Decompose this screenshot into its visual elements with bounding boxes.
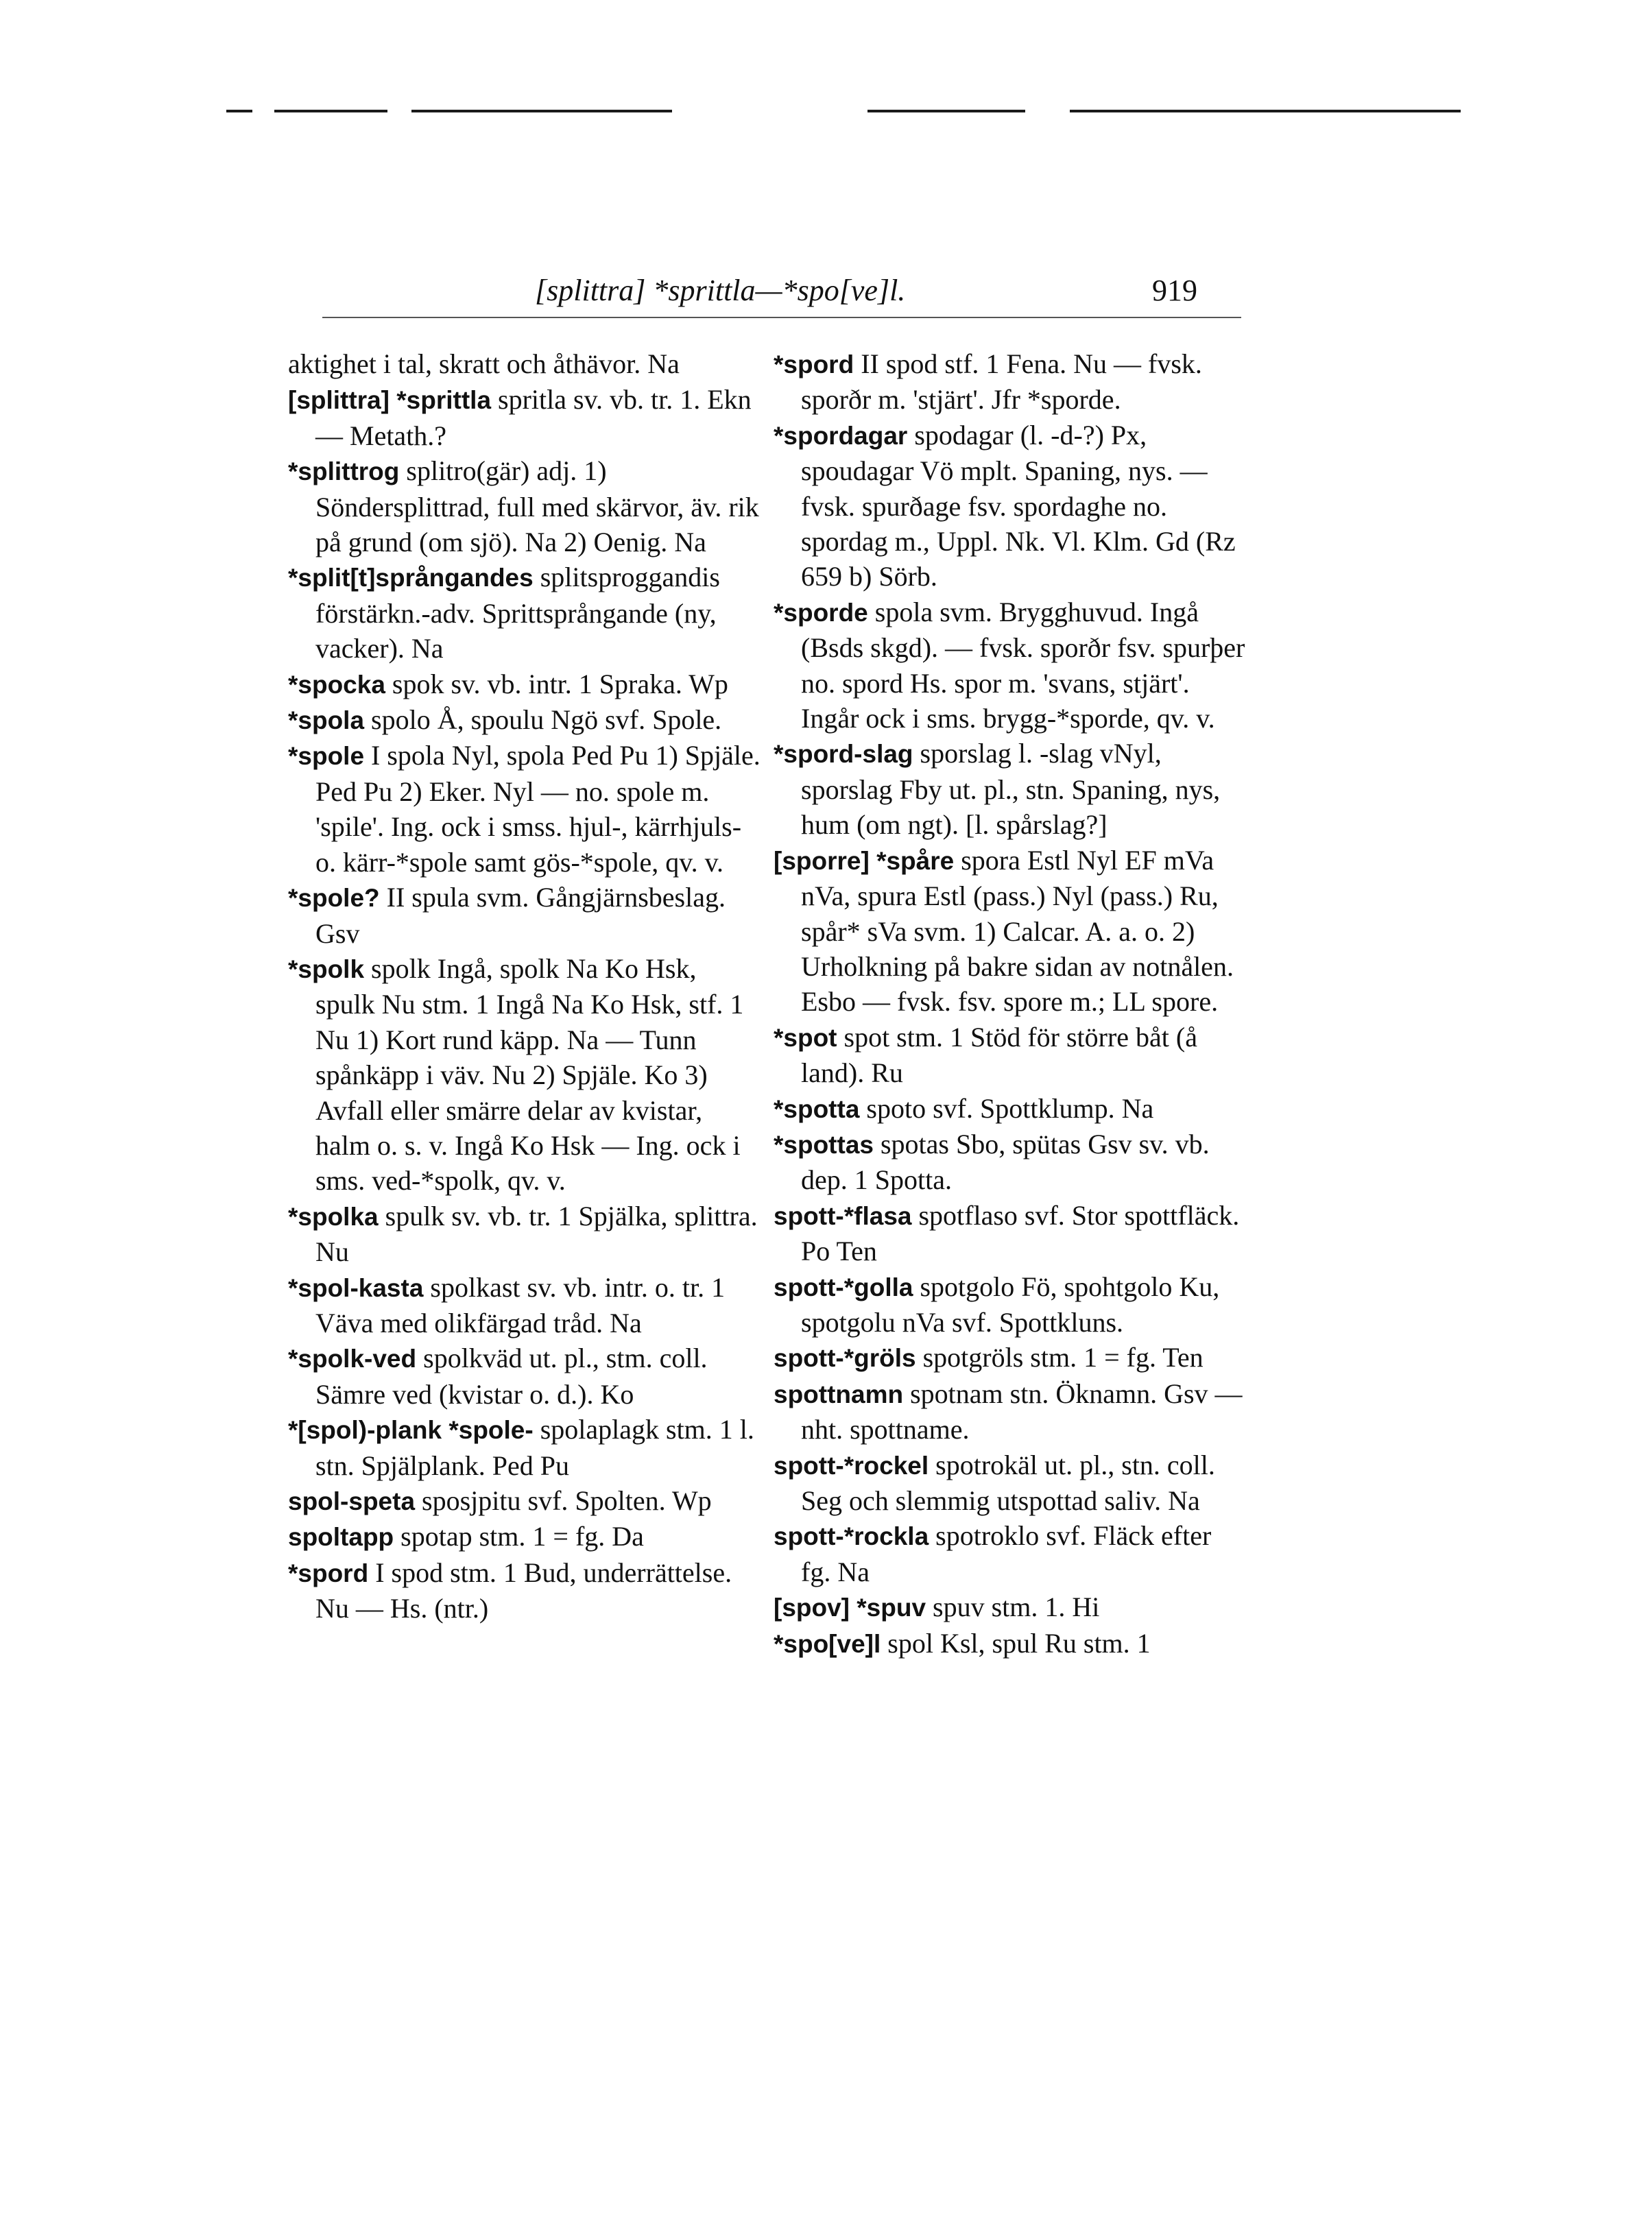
entry-definition: spolk Ingå, spolk Na Ko Hsk, spulk Nu stm. 1 Ingå Na Ko Hsk, stf. 1 Nu 1) Kort rund käpp. Na — Tunn spånkäpp i väv. Nu 2) Spjäle. Ko 3) Avfall eller smärre delar av kvistar, halm o. s. v. Ingå Ko Hsk — Ing. ock i sms. ved-*spolk, qv. v. <box>315 952 744 1197</box>
entry-headword: [splittra] *sprittla <box>288 386 492 415</box>
entry-definition: spulk sv. vb. tr. 1 Spjälka, splittra. Nu <box>315 1200 758 1268</box>
entry-headword: *spord <box>774 350 854 378</box>
entry-headword: *spot <box>774 1023 837 1052</box>
entry-headword: *[spol)-plank *spole- <box>288 1416 534 1445</box>
entry-headword: spott-*gröls <box>774 1344 916 1373</box>
entry-definition: spuv stm. 1. Hi <box>926 1591 1100 1623</box>
dictionary-entry <box>288 702 761 738</box>
dictionary-entry <box>774 1589 1247 1625</box>
dictionary-entry <box>288 738 761 880</box>
entry-definition: spolkväd ut. pl., stm. coll. Sämre ved (kvistar o. d.). Ko <box>315 1343 708 1410</box>
dictionary-entry <box>774 346 1247 418</box>
dictionary-entry <box>774 1269 1247 1341</box>
entry-headword: *splittrog <box>288 457 400 486</box>
dictionary-entry <box>774 594 1247 736</box>
entry-headword: [sporre] *spåre <box>774 846 955 875</box>
right-column <box>774 346 1247 1661</box>
scan-border-line <box>226 110 252 112</box>
entry-definition: sporslag l. -slag vNyl, sporslag Fby ut. pl., stn. Spaning, nys, hum (om ngt). [l. spårslag?] <box>801 738 1221 841</box>
dictionary-entry <box>288 1519 761 1554</box>
entry-definition: spora Estl Nyl EF mVa nVa, spura Estl (pass.) Nyl (pass.) Ru, spår* sVa svm. 1) Calcar. A. a. o. 2) Urholkning på bakre sidan av notnålen. Esbo — fvsk. fsv. spore m.; LL spore. <box>801 844 1234 1018</box>
entry-definition: spoto svf. Spottklump. Na <box>859 1092 1154 1124</box>
entry-definition: I spod stm. 1 Bud, underrättelse. Nu — Hs. (ntr.) <box>315 1557 732 1624</box>
dictionary-entry <box>288 382 761 453</box>
entry-definition: spolo Å, spoulu Ngö svf. Spole. <box>364 704 722 736</box>
entry-headword: spott-*rockla <box>774 1522 929 1551</box>
dictionary-entry <box>288 1412 761 1483</box>
page-header-title: [splittra] *sprittla—*spo[ve]l. <box>535 274 906 307</box>
left-column <box>288 346 761 1626</box>
entry-definition: spolkast sv. vb. intr. o. tr. 1 Väva med olikfärgad tråd. Na <box>315 1271 726 1338</box>
dictionary-entry <box>774 1091 1247 1127</box>
entry-headword: spott-*rockel <box>774 1451 929 1480</box>
entry-definition: splitro(gär) adj. 1) Söndersplittrad, full med skärvor, äv. rik på grund (om sjö). Na 2) Oenig. Na <box>315 455 759 558</box>
dictionary-entry <box>774 1127 1247 1198</box>
entry-definition: spol Ksl, spul Ru stm. 1 <box>881 1627 1151 1659</box>
dictionary-entry <box>774 1020 1247 1091</box>
entry-definition: sposjpitu svf. Spolten. Wp <box>415 1485 712 1516</box>
entry-headword: spol-speta <box>288 1487 416 1515</box>
scan-border-line <box>411 110 672 112</box>
scan-border-line <box>867 110 1025 112</box>
entry-headword: *sporde <box>774 598 868 627</box>
entry-headword: *spocka <box>288 670 385 699</box>
entry-definition: spotnam stn. Öknamn. Gsv — nht. spottname. <box>801 1378 1243 1445</box>
entry-headword: *spordagar <box>774 421 908 450</box>
entry-definition: II spula svm. Gångjärnsbeslag. Gsv <box>315 882 726 949</box>
dictionary-entry <box>288 1199 761 1270</box>
entry-headword: *spotta <box>774 1094 860 1123</box>
dictionary-entry <box>774 1198 1247 1269</box>
entry-definition: I spola Nyl, spola Ped Pu 1) Spjäle. Ped Pu 2) Eker. Nyl — no. spole m. 'spile'. Ing. ock i smss. hjul-, kärrhjuls- o. kärr-*spole samt gös-*spole, qv. v. <box>315 740 761 878</box>
entry-headword: [spov] *spuv <box>774 1594 926 1622</box>
header-divider <box>322 317 1241 318</box>
entry-definition: spotrokäl ut. pl., stn. coll. Seg och slemmig utspottad saliv. Na <box>801 1449 1215 1516</box>
entry-headword: spoltapp <box>288 1523 394 1552</box>
dictionary-entry <box>774 843 1247 1020</box>
dictionary-entry <box>288 1483 761 1519</box>
entry-headword: *spola <box>288 706 365 735</box>
entry-headword: spott-*golla <box>774 1273 913 1301</box>
dictionary-entry <box>774 1340 1247 1375</box>
entry-definition: spolaplagk stm. 1 l. stn. Spjälplank. Ped Pu <box>315 1414 754 1481</box>
entry-headword: spottnamn <box>774 1380 904 1408</box>
dictionary-entry <box>288 560 761 666</box>
scan-border-line <box>1070 110 1461 112</box>
entry-definition: spotap stm. 1 = fg. Da <box>394 1521 644 1552</box>
entry-headword: *spolk-ved <box>288 1345 417 1373</box>
entry-definition: spotgröls stm. 1 = fg. Ten <box>915 1342 1204 1373</box>
dictionary-entry <box>288 666 761 702</box>
entry-headword: *spol-kasta <box>288 1273 424 1302</box>
entry-definition: spola svm. Brygghuvud. Ingå (Bsds skgd). — fvsk. sporðr fsv. spurþer no. spord Hs. spor m. 'svans, stjärt'. Ingår ock i sms. brygg-*sporde, qv. v. <box>801 596 1245 734</box>
entry-definition: II spod stf. 1 Fena. Nu — fvsk. sporðr m. 'stjärt'. Jfr *sporde. <box>801 348 1202 416</box>
entry-definition: splitsproggandis förstärkn.-adv. Sprittsprångande (ny, vacker). Na <box>315 562 720 664</box>
dictionary-entry <box>774 736 1247 842</box>
entry-definition: spotflaso svf. Stor spottfläck. Po Ten <box>801 1199 1240 1267</box>
dictionary-entry <box>774 418 1247 594</box>
dictionary-entry <box>288 346 761 382</box>
entry-definition: spodagar (l. -d-?) Px, spoudagar Vö mplt. Spaning, nys. — fvsk. spurðage fsv. spordaghe no. spordag m., Uppl. Nk. Vl. Klm. Gd (Rz 659 b) Sörb. <box>801 419 1236 592</box>
entry-headword: *spolk <box>288 954 365 983</box>
entry-definition: spok sv. vb. intr. 1 Spraka. Wp <box>385 668 728 699</box>
entry-definition: spritla sv. vb. tr. 1. Ekn — Metath.? <box>315 384 752 451</box>
entry-headword: *spottas <box>774 1130 874 1159</box>
dictionary-entry <box>774 1626 1247 1661</box>
entry-headword: *spole? <box>288 884 380 913</box>
scan-border-line <box>274 110 387 112</box>
dictionary-entry <box>288 1341 761 1412</box>
entry-headword: spott-*flasa <box>774 1201 912 1230</box>
dictionary-entry <box>288 880 761 951</box>
dictionary-entry <box>774 1376 1247 1447</box>
dictionary-entry <box>288 453 761 560</box>
dictionary-entry <box>288 1555 761 1626</box>
entry-definition: spotroklo svf. Fläck efter fg. Na <box>801 1520 1212 1587</box>
entry-headword: *spo[ve]l <box>774 1629 881 1658</box>
entry-headword: *spord-slag <box>774 740 913 769</box>
dictionary-entry <box>774 1447 1247 1519</box>
entry-definition: aktighet i tal, skratt och åthävor. Na <box>288 348 680 379</box>
entry-definition: spotgolo Fö, spohtgolo Ku, spotgolu nVa svf. Spottkluns. <box>801 1271 1220 1338</box>
entry-definition: spotas Sbo, spütas Gsv sv. vb. dep. 1 Spotta. <box>801 1128 1210 1196</box>
dictionary-entry <box>288 1270 761 1341</box>
dictionary-entry <box>774 1518 1247 1589</box>
entry-headword: *split[t]språngandes <box>288 564 534 592</box>
entry-headword: *spolka <box>288 1202 379 1231</box>
dictionary-entry <box>288 951 761 1199</box>
page-number: 919 <box>1152 274 1197 307</box>
entry-headword: *spole <box>288 742 365 771</box>
entry-headword: *spord <box>288 1559 369 1587</box>
entry-definition: spot stm. 1 Stöd för större båt (å land). Ru <box>801 1021 1197 1089</box>
